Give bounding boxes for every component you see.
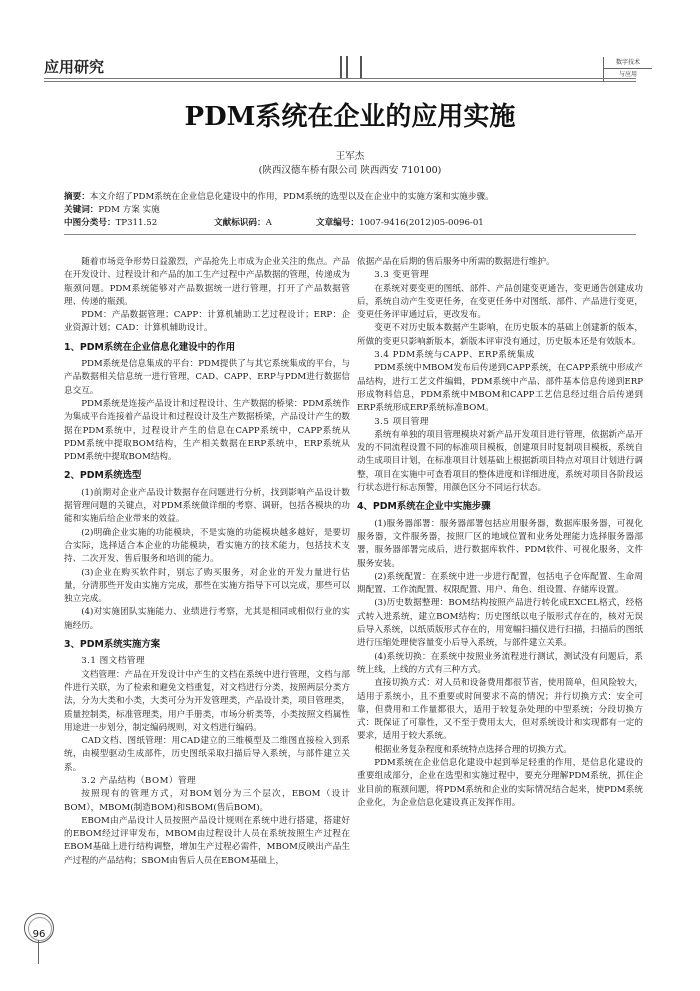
subsection-heading: 3.2 产品结构（BOM）管理 [81,775,197,786]
section-heading: 4、PDM系统在企业中实施步骤 [357,501,491,513]
left-column [64,256,350,868]
abstract-label: 摘要： [64,192,90,202]
paragraph: (3)企业在购买软件时，别忘了购买服务，对企业的开发力量进行估量，分清那些开发由实施方完成，那些在实施方指导下可以完成，那些可以独立完成。 [64,567,350,605]
page-number-badge [24,913,54,943]
paragraph: 变更不对历史版本数据产生影响，在历史版本的基础上创建新的版本，所做的变更只影响新版本，新版本评审没有通过，历史版本还是有效版本。 [357,323,643,347]
paragraph: 根据业务复杂程度和系统特点选择合理的切换方式。 [374,744,572,755]
paragraph: (4)系统切换：在系统中按照业务流程进行测试，测试没有问题后，系统上线，上线的方式有三种方式。 [357,651,643,675]
paragraph: EBOM由产品设计人员按照产品设计规则在系统中进行搭建，搭建好的EBOM经过评审发布，MBOM由过程设计人员在系统按照生产过程在EBOM基础上进行结构调整，增加生产过程必需件，MBOM反映出产品生产过程的产品结构；SBOM由售后人员在EBOM基础上， [64,815,350,866]
abstract-text: 本文介绍了PDM系统在企业信息化建设中的作用，PDM系统的选型以及在企业中的实施方案和实施步骤。 [89,192,494,202]
paragraph: (2)明确企业实施的功能模块，不是实施的功能模块越多越好，是要切合实际，选择适合本企业的功能模块，看实施方的技术能力，包括技术支持、二次开发、售后服务和培训的能力。 [64,527,350,565]
article-no-label: 文章编号： [316,218,359,228]
doc-code-label: 文献标识码： [214,218,266,228]
meta-rule [64,234,636,235]
paragraph: 文档管理：产品在开发设计中产生的文档在系统中进行管理，文档与部件进行关联，为了检索和避免文档重复，对文档进行分类，按照两层分类方法，分为大类和小类，大类可分为开发管理类，产品设计类，项目管理类，质量控制类，标准管理类，用户手册类，市场分析类等，小类按照文档属性用途进一步划分，制定编码规则，对文档进行编码。 [64,669,350,733]
author: 王军杰 [335,151,365,162]
paragraph: 系统有单独的项目管理模块对新产品开发项目进行管理，依据新产品开发的不同流程设置不同的标准项目模板，创建项目时复制项目模板，系统自动生成项目计划，在标准项目计划基础上根据新项目特点对项目计划进行调整，项目在实施中可查看项目的整体进度和详细进度，系统对项目各阶段运行状态进行标志预警，用颜色区分不同运行状态。 [357,429,643,494]
header-rule-2 [44,81,636,82]
article-no-value: 1007-9416(2012)05-0096-01 [358,218,484,228]
keywords [64,204,644,217]
section-label: 应用研究 [44,58,105,76]
subsection-heading: 3.4 PDM系统与CAPP、ERP系统集成 [374,350,535,361]
paragraph: 在系统对要变更的图纸、部件、产品创建变更通告，变更通告创建成功后，系统自动产生变更任务，在变更任务中对图纸、部件、产品进行变更，变更任务评审通过后，更改发布。 [357,283,643,321]
paragraph: (1)前期对企业产品设计数据存在问题进行分析，找到影响产品设计数据管理问题的关键点，对PDM系统做详细的考察、调研，包括各模块的功能和实施后给企业带来的效益。 [64,487,350,525]
paragraph: PDM系统在企业信息化建设中起到举足轻重的作用，是信息化建设的重要组成部分，企业在选型和实施过程中，要充分理解PDM系统，抓住企业目前的瓶颈问题，将PDM系统和企业的实际情况结合起来，使PDM系统企业化，为企业信息化建设真正发挥作用。 [357,757,643,808]
paragraph: (4)对实施团队实施能力、业绩进行考察，尤其是相同或相似行业的实施经历。 [64,607,350,631]
right-column [357,256,643,810]
paragraph: PDM：产品数据管理；CAPP：计算机辅助工艺过程设计；ERP：企业资源计划；CAD：计算机辅助设计。 [64,310,350,334]
paragraph: 依据产品在后期的售后服务中所需的数据进行维护。 [357,257,555,267]
page-number: 96 [32,929,46,940]
paragraph: 直接切换方式：对人员和设备费用都很节省，使用简单，但风险较大，适用于系统小，且不重要或时间要求不高的情况；并行切换方式：安全可靠，但费用和工作量都很大，适用于较复杂处理的中型系统；分段切换方式：既保证了可靠性，又不至于费用太大，但对系统设计和实现都有一定的要求，适用于较大系统。 [357,678,643,742]
section-heading: 2、PDM系统选型 [64,470,142,482]
journal-badge-top: 数字技术 [604,57,652,69]
paragraph: PDM系统是信息集成的平台：PDM提供了与其它系统集成的平台，与产品数据相关信息统一进行管理，CAD、CAPP、ERP与PDM进行数据信息交互。 [64,359,350,396]
paragraph: 按照现有的管理方式，对BOM划分为三个层次，EBOM（设计BOM），MBOM(制造BOM)和SBOM(售后BOM)。 [64,789,350,813]
paragraph: 随着市场竞争形势日益激烈，产品抢先上市成为企业关注的焦点。产品在开发设计、过程设计和产品的加工生产过程中产品数据的管理，传递成为瓶颈问题。PDM系统能够对产品数据统一进行管理，打开了产品数据管理、传递的瓶颈。 [64,257,350,307]
paragraph: (1)服务器部署：服务器部署包括应用服务器，数据库服务器，可视化服务器，文件服务器，按照厂区的地域位置和业务处理能力选择服务器部署，服务器部署完成后，进行数据库软件、PDM软件、可视化服务，文件服务安装。 [357,518,643,569]
section-heading: 3、PDM系统实施方案 [64,639,161,651]
subsection-heading: 3.5 项目管理 [374,416,429,427]
paragraph: CAD文档、图纸管理：用CAD建立的三维模型及二维图直接检入到系统，由模型驱动生成部件，历史图纸采取扫描后导入系统，与部件建立关系。 [64,736,350,773]
abstract [64,191,644,204]
doc-code-value: A [265,218,272,228]
affiliation: (陕西汉德车桥有限公司 陕西西安 710100) [258,165,442,176]
clc-label: 中图分类号： [64,218,116,228]
keywords-label: 关键词： [64,205,99,215]
article-title: PDM系统在企业的应用实施 [184,102,516,132]
journal-badge-bottom: 与应用 [618,71,637,78]
paragraph: (3)历史数据整理：BOM结构按照产品进行转化成EXCEL格式，经格式转入进系统，建立BOM结构；历史图纸以电子版形式存在的，核对无误后导入系统，以纸质版形式存在的，用宽幅扫描仪进行扫描，扫描后的图纸进行压缩处理使容量变小后导入系统，与部件建立关系。 [357,598,643,649]
subsection-heading: 3.1 图文档管理 [81,656,146,667]
section-heading: 1、PDM系统在企业信息化建设中的作用 [64,341,236,353]
paragraph: (2)系统配置：在系统中进一步进行配置，包括电子仓库配置、生命周期配置、工作流配置、权限配置、用户、角色、组设置、存储库设置。 [357,571,643,596]
page-number-stem [38,940,39,964]
header-rule [44,78,636,79]
clc-value: TP311.52 [115,218,158,228]
paragraph: PDM系统是连接产品设计和过程设计、生产数据的桥梁：PDM系统作为集成平台连接着产品设计和过程设计及生产数据桥梁，产品设计产生的数据在PDM系统中，过程设计产生的信息在CAPP系统中，CAPP系统从PDM系统中提取BOM结构，生产相关数据在ERP系统中，ERP系统从PDM系统中提取BOM结构。 [64,398,350,463]
keywords-text: PDM 方案 实施 [98,205,160,215]
subsection-heading: 3.3 变更管理 [374,270,429,281]
paragraph: PDM系统中MBOM发布后传递到CAPP系统，在CAPP系统中形成产品结构，进行工艺文件编辑，PDM系统中产品、部件基本信息传递到ERP形成物料信息，PDM系统中MBOM和CAPP工艺信息经过组合后传递到ERP系统形成ERP系统标准BOM。 [357,363,643,414]
classification-row [64,217,644,230]
header-bars-decoration [340,56,364,78]
